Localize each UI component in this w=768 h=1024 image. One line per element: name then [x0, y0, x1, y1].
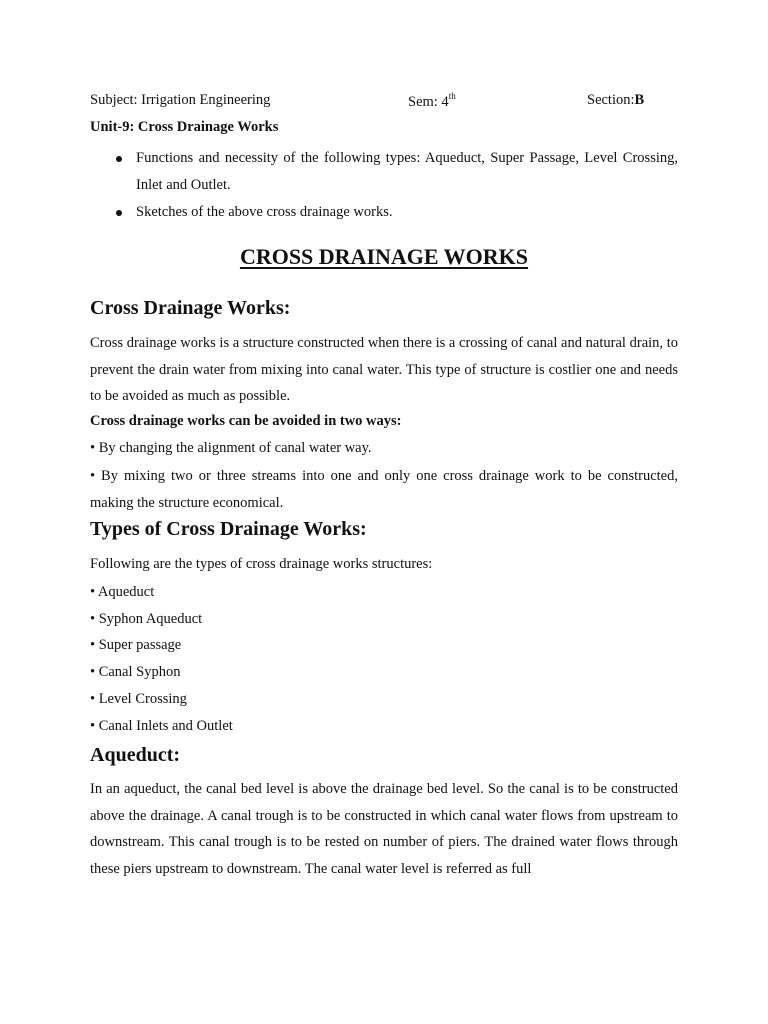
list-item: • Canal Syphon	[90, 664, 181, 681]
aqueduct-paragraph: In an aqueduct, the canal bed level is above the drainage bed level. So the canal is to be constructed above the drainage. A canal trough is to be constructed in which canal water flows from upstream to downstream. This canal trough is to be rested on number of piers. The drained water flows through these piers upstream to downstream. The canal water level is referred as full	[90, 781, 678, 877]
syllabus-item-text: Functions and necessity of the following types: Aqueduct, Super Passage, Level Crossing, Inlet and Outlet.	[136, 150, 678, 193]
list-item: • Super passage	[90, 637, 182, 654]
header-row	[90, 92, 678, 112]
semester-text: Sem: 4	[408, 93, 449, 110]
types-list	[90, 579, 233, 739]
semester-superscript: th	[448, 91, 456, 101]
semester-label	[408, 92, 456, 111]
unit-title: Unit-9: Cross Drainage Works	[90, 119, 279, 135]
subject-label: Subject: Irrigation Engineering	[90, 92, 271, 108]
list-item: • Canal Inlets and Outlet	[90, 717, 233, 734]
list-item: • Syphon Aqueduct	[90, 610, 203, 627]
syllabus-list	[90, 145, 678, 226]
types-intro: Following are the types of cross drainage works structures:	[90, 556, 433, 572]
section-text: Section:	[587, 92, 635, 108]
bullet-icon	[116, 210, 122, 216]
list-item: • Level Crossing	[90, 690, 187, 707]
avoid-item: • By changing the alignment of canal water way.	[90, 440, 372, 456]
main-title: CROSS DRAINAGE WORKS	[239, 244, 529, 269]
section-heading-types: Types of Cross Drainage Works:	[90, 518, 367, 540]
avoid-heading: Cross drainage works can be avoided in two ways:	[90, 413, 402, 429]
avoid-item: • By mixing two or three streams into one and only one cross drainage work to be constructed, making the structure economical.	[90, 468, 678, 511]
syllabus-item	[90, 145, 678, 199]
section-label	[587, 92, 644, 109]
syllabus-item	[90, 199, 678, 226]
section-paragraph: Cross drainage works is a structure constructed when there is a crossing of canal and natural drain, to prevent the drain water from mixing into canal water. This type of structure is costlier one and needs to be avoided as much as possible.	[90, 335, 678, 404]
syllabus-item-text: Sketches of the above cross drainage works.	[136, 204, 393, 220]
bullet-icon	[116, 156, 122, 162]
list-item: • Aqueduct	[90, 584, 155, 600]
section-heading-aqueduct: Aqueduct:	[90, 744, 181, 766]
section-heading-cross-drainage: Cross Drainage Works:	[90, 297, 291, 319]
section-value: B	[634, 92, 645, 108]
